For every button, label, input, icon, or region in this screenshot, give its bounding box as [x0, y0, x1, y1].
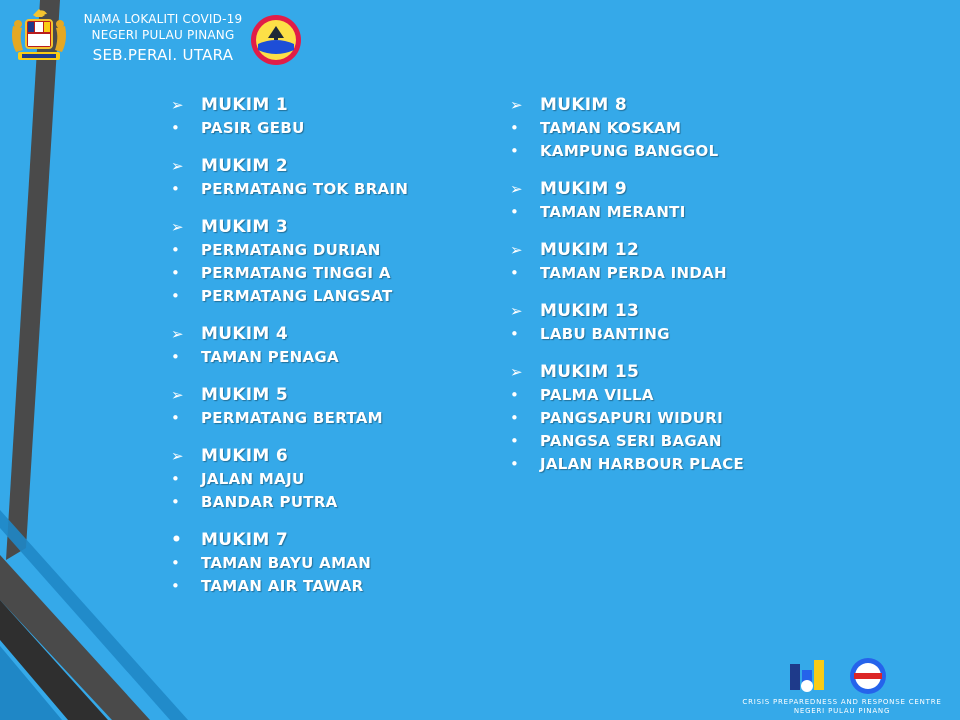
locality-name: PERMATANG TOK BRAIN	[201, 179, 409, 198]
mukim-title: MUKIM 3	[201, 217, 288, 237]
locality-name: PERMATANG TINGGI A	[201, 263, 391, 282]
mukim-heading	[510, 239, 744, 261]
arrowhead-icon: ➢	[171, 157, 184, 175]
locality-item	[510, 406, 744, 429]
locality-name: TAMAN KOSKAM	[540, 118, 682, 137]
locality-name: JALAN MAJU	[201, 469, 305, 488]
mukim-title: MUKIM 15	[540, 362, 640, 382]
mukim-heading	[510, 94, 744, 116]
locality-item	[510, 116, 744, 139]
mukim-group	[171, 155, 408, 200]
locality-item	[171, 261, 408, 284]
bullet-icon: •	[171, 347, 180, 366]
footer-line-2: NEGERI PULAU PINANG	[793, 707, 891, 715]
bullet-icon: •	[171, 530, 182, 550]
bullet-icon: •	[510, 324, 519, 343]
mukim-group	[171, 384, 408, 429]
bullet-icon: •	[510, 263, 519, 282]
bullet-icon: •	[171, 408, 180, 427]
header	[0, 0, 320, 80]
arrowhead-icon: ➢	[171, 218, 184, 236]
locality-name: PANGSAPURI WIDURI	[540, 408, 724, 427]
locality-name: TAMAN MERANTI	[540, 202, 686, 221]
locality-item	[510, 322, 744, 345]
locality-name: LABU BANTING	[540, 324, 670, 343]
bullet-icon: •	[510, 431, 519, 450]
locality-item	[171, 467, 408, 490]
locality-name: PERMATANG BERTAM	[201, 408, 383, 427]
locality-name: TAMAN PENAGA	[201, 347, 339, 366]
locality-item	[171, 284, 408, 307]
bullet-icon: •	[510, 202, 519, 221]
footer	[732, 656, 952, 716]
locality-item	[510, 200, 744, 223]
locality-name: JALAN HARBOUR PLACE	[540, 454, 745, 473]
locality-item	[510, 139, 744, 162]
locality-name: BANDAR PUTRA	[201, 492, 338, 511]
locality-name: PERMATANG DURIAN	[201, 240, 381, 259]
footer-line-1: CRISIS PREPAREDNESS AND RESPONSE CENTRE	[742, 698, 942, 706]
bullet-icon: •	[510, 454, 519, 473]
mukim-title: MUKIM 9	[540, 179, 627, 199]
bullet-icon: •	[171, 240, 180, 259]
mukim-title: MUKIM 6	[201, 446, 288, 466]
bullet-icon: •	[171, 576, 180, 595]
locality-name: PERMATANG LANGSAT	[201, 286, 393, 305]
coat-of-arms-icon	[6, 6, 72, 68]
header-line-2: NEGERI PULAU PINANG	[91, 28, 235, 42]
mukim-title: MUKIM 1	[201, 95, 288, 115]
arrowhead-icon: ➢	[510, 96, 523, 114]
mukim-group	[171, 216, 408, 307]
header-line-1: NAMA LOKALITI COVID-19	[83, 12, 243, 26]
mukim-title: MUKIM 12	[540, 240, 640, 260]
mukim-heading	[510, 300, 744, 322]
locality-item	[171, 238, 408, 261]
mukim-heading	[171, 323, 408, 345]
mukim-heading	[171, 445, 408, 467]
locality-name: TAMAN BAYU AMAN	[201, 553, 372, 572]
bullet-icon: •	[510, 408, 519, 427]
arrowhead-icon: ➢	[171, 386, 184, 404]
mukim-heading	[510, 178, 744, 200]
bullet-icon: •	[510, 385, 519, 404]
arrowhead-icon: ➢	[171, 447, 184, 465]
locality-item	[171, 490, 408, 513]
mukim-heading	[510, 361, 744, 383]
state-seal-icon	[250, 14, 302, 66]
bullet-icon: •	[171, 469, 180, 488]
bullet-icon: •	[510, 141, 519, 160]
locality-item	[171, 551, 408, 574]
mukim-title: MUKIM 4	[201, 324, 288, 344]
locality-name: PANGSA SERI BAGAN	[540, 431, 722, 450]
mukim-title: MUKIM 8	[540, 95, 627, 115]
locality-item	[171, 574, 408, 597]
header-line-3: SEB.PERAI. UTARA	[92, 46, 234, 64]
mukim-group	[510, 94, 744, 162]
arrowhead-icon: ➢	[171, 96, 184, 114]
mukim-group	[510, 178, 744, 223]
bullet-icon: •	[171, 179, 180, 198]
locality-item	[171, 116, 408, 139]
mukim-heading	[171, 384, 408, 406]
mukim-heading	[171, 216, 408, 238]
locality-item	[171, 406, 408, 429]
mukim-heading	[171, 529, 408, 551]
locality-name: TAMAN PERDA INDAH	[540, 263, 727, 282]
locality-item	[171, 345, 408, 368]
bullet-icon: •	[171, 553, 180, 572]
arrowhead-icon: ➢	[510, 241, 523, 259]
mukim-group	[510, 239, 744, 284]
arrowhead-icon: ➢	[510, 302, 523, 320]
right-column	[510, 94, 744, 491]
bullet-icon: •	[171, 263, 180, 282]
locality-name: PALMA VILLA	[540, 385, 654, 404]
arrowhead-icon: ➢	[510, 363, 523, 381]
mukim-title: MUKIM 7	[201, 530, 288, 550]
locality-name: TAMAN AIR TAWAR	[201, 576, 364, 595]
locality-item	[510, 452, 744, 475]
mukim-title: MUKIM 5	[201, 385, 288, 405]
mukim-heading	[171, 155, 408, 177]
locality-name: KAMPUNG BANGGOL	[540, 141, 719, 160]
bullet-icon: •	[171, 118, 180, 137]
bullet-icon: •	[171, 492, 180, 511]
mukim-title: MUKIM 13	[540, 301, 640, 321]
locality-name: PASIR GEBU	[201, 118, 305, 137]
mukim-title: MUKIM 2	[201, 156, 288, 176]
bullet-icon: •	[510, 118, 519, 137]
locality-item	[510, 383, 744, 406]
mukim-group	[171, 445, 408, 513]
arrowhead-icon: ➢	[171, 325, 184, 343]
locality-item	[171, 177, 408, 200]
mukim-group	[171, 529, 408, 597]
mukim-group	[171, 323, 408, 368]
mukim-heading	[171, 94, 408, 116]
footer-logos-icon	[782, 656, 902, 696]
left-column	[171, 94, 408, 613]
mukim-group	[510, 300, 744, 345]
arrowhead-icon: ➢	[510, 180, 523, 198]
locality-item	[510, 429, 744, 452]
mukim-group	[171, 94, 408, 139]
bullet-icon: •	[171, 286, 180, 305]
locality-item	[510, 261, 744, 284]
mukim-group	[510, 361, 744, 475]
